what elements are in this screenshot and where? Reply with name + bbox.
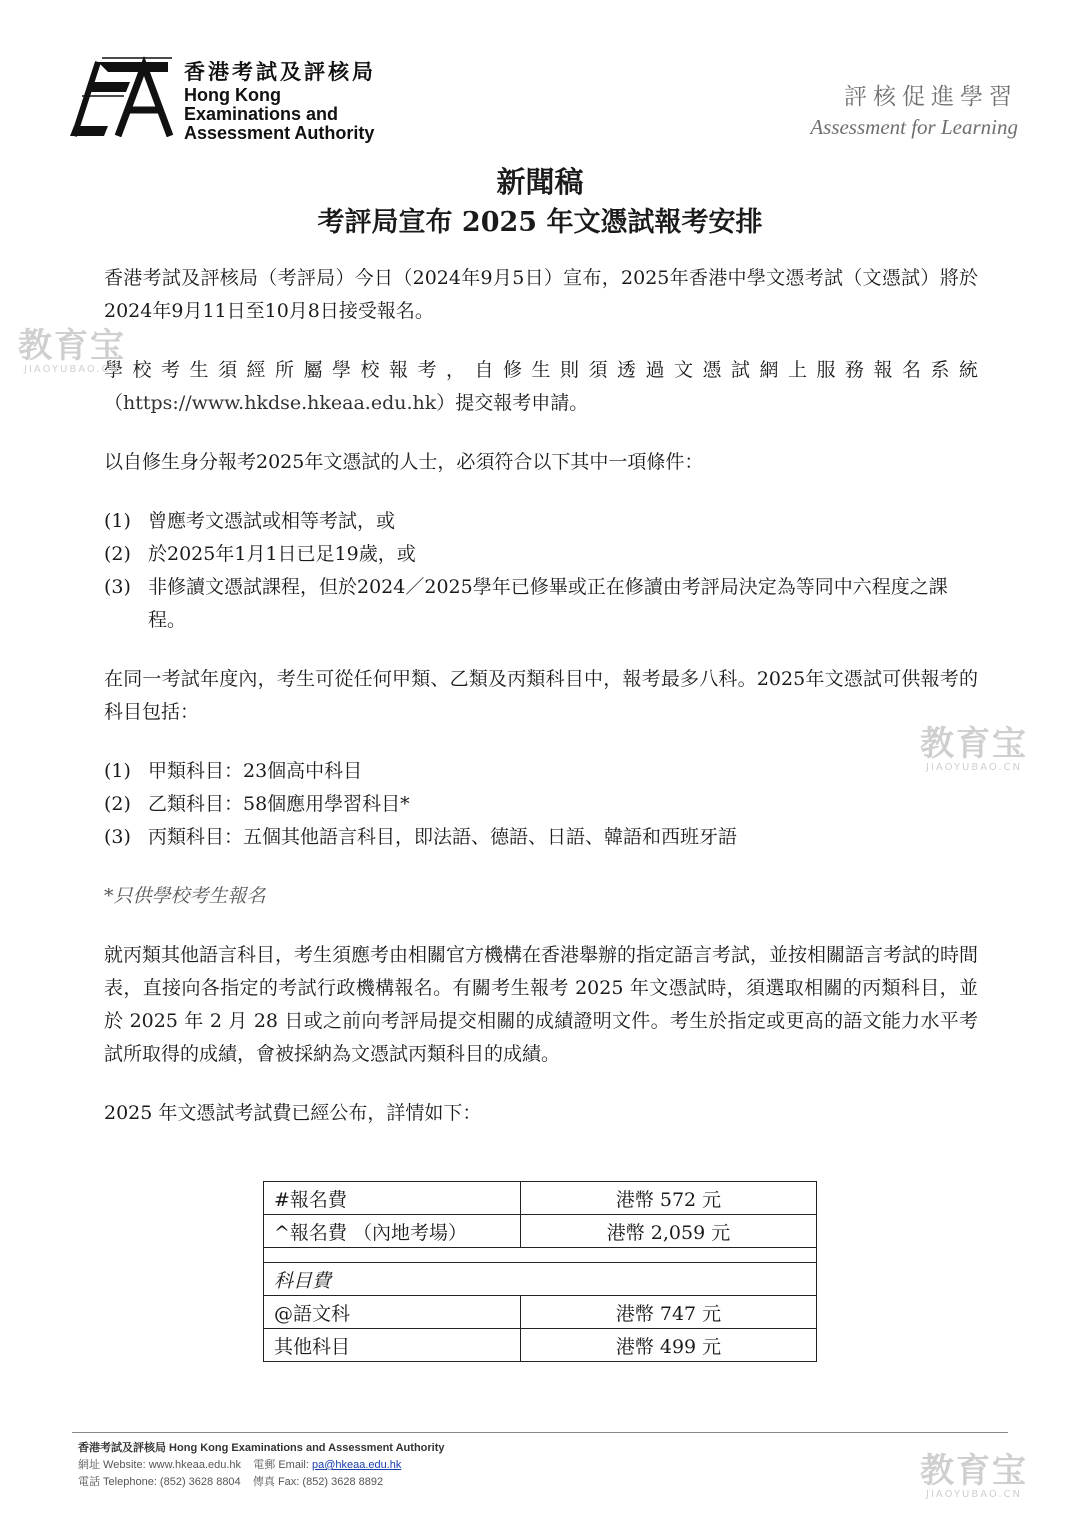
- fee-label: @語文科: [264, 1296, 521, 1329]
- fee-label: 其他科目: [264, 1329, 521, 1362]
- list-item: [104, 821, 978, 854]
- list-text: 曾應考文憑試或相等考試，或: [148, 510, 396, 532]
- registration-system-link[interactable]: https://www.hkdse.hkeaa.edu.hk: [123, 392, 437, 414]
- motto: [810, 78, 1018, 140]
- list-number: (2): [104, 793, 131, 815]
- org-name-en-line3: Assessment Authority: [184, 123, 375, 143]
- subjects-list: [104, 755, 978, 854]
- fee-amount: 港幣 572 元: [521, 1182, 817, 1215]
- organization-name: [184, 56, 376, 143]
- list-number: (2): [104, 543, 131, 565]
- watermark: [920, 726, 1028, 774]
- press-release-heading: 新聞稿: [496, 165, 584, 199]
- watermark-text-zh: 教育宝: [920, 724, 1028, 764]
- watermark: [18, 328, 126, 376]
- footer-web-email: [78, 1457, 445, 1474]
- list-number: (3): [104, 826, 131, 848]
- org-name-en-line1: Hong Kong: [184, 85, 281, 105]
- subject-fee-heading: 科目費: [264, 1263, 817, 1296]
- org-name-en-line2: Examinations and: [184, 104, 339, 124]
- watermark: [920, 1453, 1028, 1501]
- paragraph-private-candidates: 以自修生身分報考2025年文憑試的人士，必須符合以下其中一項條件：: [104, 451, 704, 473]
- watermark-text-en: JIAOYUBAO.CN: [926, 762, 1022, 773]
- footer-phone: 電話 Telephone: (852) 3628 8804: [78, 1476, 241, 1488]
- fee-amount: 港幣 2,059 元: [521, 1215, 817, 1248]
- table-row: [264, 1215, 817, 1248]
- list-number: (1): [104, 510, 131, 532]
- list-number: (3): [104, 576, 131, 598]
- footer-phone-fax: [78, 1474, 445, 1491]
- list-text: 丙類科目：五個其他語言科目，即法語、德語、日語、韓語和西班牙語: [148, 826, 738, 848]
- table-row: [264, 1263, 817, 1296]
- paragraph-other-languages: 就丙類其他語言科目，考生須應考由相關官方機構在香港舉辦的指定語言考試，並按相關語言考試的時間表，直接向各指定的考試行政機構報名。有關考生報考 2025 年文憑試時，須選取相關的丙類科目，並於 2025 年 2 月 28 日或之前向考評局提交相關的成績證明文件。考生於指定或更高的語文能力水平考試所取得的成績，會被採納為文憑試丙類科目的成績。: [104, 944, 979, 1065]
- motto-en: Assessment for Learning: [810, 115, 1018, 139]
- footer-email-label: 電郵 Email:: [253, 1459, 309, 1471]
- conditions-list: [104, 505, 978, 637]
- table-row: [264, 1182, 817, 1215]
- org-name-zh: 香港考試及評核局: [184, 60, 376, 84]
- list-item: [104, 538, 978, 571]
- paragraph-subject-limit: 在同一考試年度內，考生可從任何甲類、乙類及丙類科目中，報考最多八科。2025年文憑試可供報考的科目包括：: [104, 668, 978, 723]
- footer-website[interactable]: 網址 Website: www.hkeaa.edu.hk: [78, 1459, 242, 1471]
- table-row: [264, 1329, 817, 1362]
- fee-label: #報名費: [264, 1182, 521, 1215]
- paragraph-application-channel: [104, 354, 978, 420]
- footer-email-link[interactable]: pa@hkeaa.edu.hk: [311, 1459, 402, 1471]
- list-item: [104, 571, 978, 637]
- list-number: (1): [104, 760, 131, 782]
- press-release-body: [104, 262, 978, 1130]
- fee-amount: 港幣 499 元: [521, 1329, 817, 1362]
- list-text: 於2025年1月1日已足19歲，或: [148, 543, 416, 565]
- paragraph-fees-intro: 2025 年文憑試考試費已經公布，詳情如下：: [104, 1102, 482, 1124]
- footer-org-name: 香港考試及評核局 Hong Kong Examinations and Assessment Authority: [78, 1442, 445, 1454]
- paragraph-announcement: 香港考試及評核局（考評局）今日（2024年9月5日）宣布，2025年香港中學文憑考試（文憑試）將於2024年9月11日至10月8日接受報名。: [104, 267, 978, 322]
- table-spacer-cell: [264, 1248, 817, 1263]
- table-row: [264, 1296, 817, 1329]
- exam-fee-table: [263, 1181, 817, 1362]
- list-text: 乙類科目：58個應用學習科目*: [148, 793, 410, 815]
- list-item: [104, 505, 978, 538]
- table-spacer-row: [264, 1248, 817, 1263]
- motto-zh: 評核促進學習: [844, 84, 1018, 110]
- watermark-text-zh: 教育宝: [18, 326, 126, 366]
- watermark-text-en: JIAOYUBAO.CN: [926, 1489, 1022, 1500]
- list-item: [104, 755, 978, 788]
- watermark-text-zh: 教育宝: [920, 1451, 1028, 1491]
- footer-fax: 傳真 Fax: (852) 3628 8892: [252, 1476, 384, 1488]
- fee-label: ^報名費 （內地考場）: [264, 1215, 521, 1248]
- press-release-title: 考評局宣布 2025 年文憑試報考安排: [317, 207, 763, 238]
- list-text: 甲類科目：23個高中科目: [148, 760, 363, 782]
- paragraph-text: ）提交報考申請。: [436, 392, 589, 414]
- list-text: 非修讀文憑試課程，但於2024／2025學年已修畢或正在修讀由考評局決定為等同中六程度之課程。: [148, 576, 948, 631]
- list-item: [104, 788, 978, 821]
- watermark-text-en: JIAOYUBAO.CN: [24, 364, 120, 375]
- fee-amount: 港幣 747 元: [521, 1296, 817, 1329]
- paragraph-text: 學校考生須經所屬學校報考，自修生則須透過文憑試網上服務報名系統（: [104, 359, 978, 414]
- hkeaa-logo-icon: [68, 56, 178, 140]
- footer-divider: [72, 1432, 1008, 1433]
- footer-contact: [78, 1440, 445, 1491]
- footnote-school-candidates: *只供學校考生報名: [104, 885, 266, 907]
